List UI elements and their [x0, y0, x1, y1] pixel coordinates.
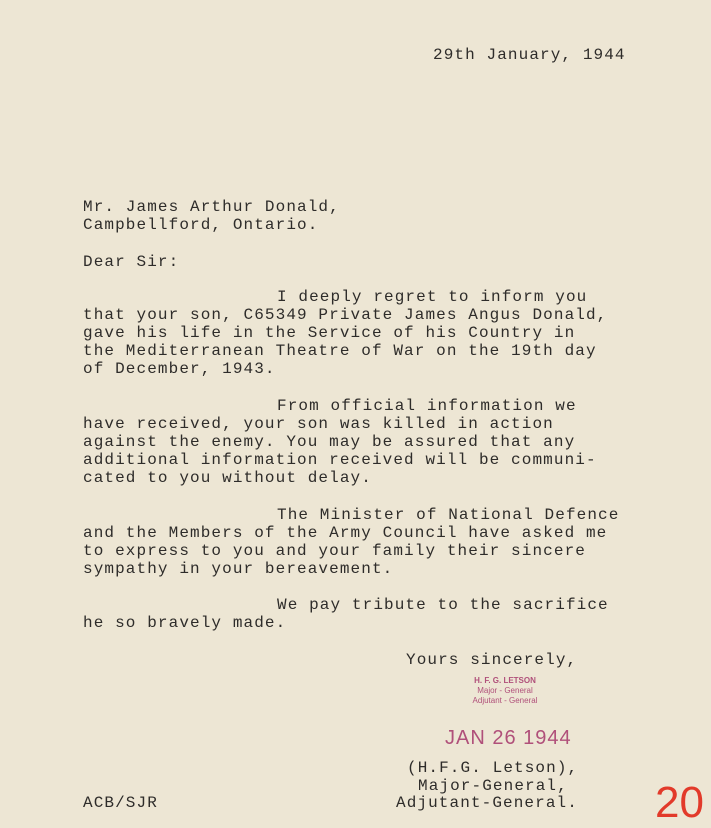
paragraph-line: The Minister of National Defence: [277, 506, 620, 524]
signature-stamp: [440, 676, 570, 706]
recipient-address: Campbellford, Ontario.: [83, 216, 319, 234]
margin-number: 20: [655, 778, 704, 827]
recipient-name: Mr. James Arthur Donald,: [83, 198, 340, 216]
closing: Yours sincerely,: [406, 651, 578, 669]
paragraph-line: against the enemy. You may be assured that any: [83, 433, 576, 451]
paragraph-line: additional information received will be communi-: [83, 451, 597, 469]
stamp-rank: Major - General: [477, 686, 533, 695]
paragraph-line: From official information we: [277, 397, 577, 415]
signature-name: (H.F.G. Letson),: [407, 759, 579, 777]
date-stamp: JAN 26 1944: [445, 727, 572, 749]
paragraph-line: cated to you without delay.: [83, 469, 372, 487]
paragraph-line: sympathy in your bereavement.: [83, 560, 394, 578]
paragraph-line: I deeply regret to inform you: [277, 288, 588, 306]
signature-title: Adjutant-General.: [396, 794, 578, 812]
paragraph-line: and the Members of the Army Council have asked me: [83, 524, 608, 542]
paragraph-line: gave his life in the Service of his Country in: [83, 324, 576, 342]
paragraph-line: that your son, C65349 Private James Angus Donald,: [83, 306, 608, 324]
paragraph-line: of December, 1943.: [83, 360, 276, 378]
paragraph-line: have received, your son was killed in action: [83, 415, 554, 433]
paragraph-line: We pay tribute to the sacrifice: [277, 596, 609, 614]
signature-rank: Major-General,: [418, 777, 568, 795]
letter-date: 29th January, 1944: [433, 46, 626, 64]
paragraph-line: to express to you and your family their sincere: [83, 542, 586, 560]
reference-initials: ACB/SJR: [83, 794, 158, 812]
salutation: Dear Sir:: [83, 253, 180, 271]
paragraph-line: he so bravely made.: [83, 614, 287, 632]
stamp-title: Adjutant - General: [472, 696, 538, 705]
paragraph-line: the Mediterranean Theatre of War on the 19th day: [83, 342, 597, 360]
stamp-name: H. F. G. LETSON: [474, 676, 536, 685]
